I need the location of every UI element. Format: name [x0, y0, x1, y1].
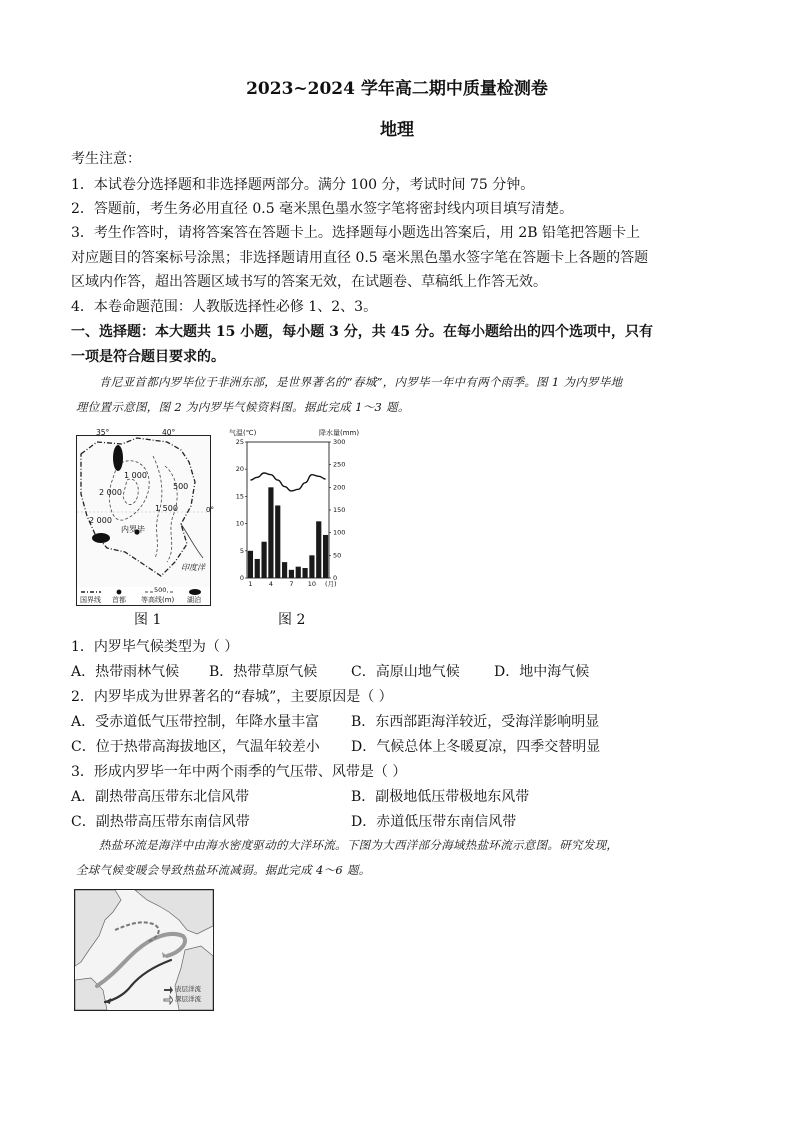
precip-bar-10 — [309, 555, 314, 578]
precip-tick-label-2: 100 — [333, 528, 346, 537]
lake-victoria-icon — [92, 533, 110, 543]
precip-axis-title: 降水量(mm) — [319, 429, 360, 437]
contour-label-1500: 1 500 — [155, 504, 178, 513]
notice-item-2: 2．答题前，考生务必用直径 0.5 毫米黑色墨水签字笔将密封线内项目填写清楚。 — [71, 201, 574, 217]
month-tick-label-4: 4 — [268, 580, 273, 588]
legend-surface-current: 表层洋流 — [175, 985, 201, 993]
notice-item-3-cont: 对应题目的答案标号涂黑；非选择题请用直径 0.5 毫米黑色墨水签字笔在答题卡上各题的答题 — [71, 250, 649, 266]
question-3-option-b[interactable]: B．副极地低压带极地东风带 — [351, 789, 530, 805]
figure-2-chart — [229, 428, 359, 598]
legend-contour-sample: 500 — [154, 586, 167, 594]
figure-3-map — [74, 889, 214, 1011]
current-legend-symbols — [163, 984, 173, 1006]
temp-tick-label-3: 15 — [235, 492, 244, 501]
legend-capital: 首都 — [112, 596, 126, 604]
precip-bar-5 — [275, 505, 280, 578]
contour-label-2000-a: 2 000 — [99, 488, 122, 497]
figure-1-legend — [76, 587, 211, 606]
passage-1-line-2: 理位置示意图，图 2 为内罗毕气候资料图。据此完成 1～3 题。 — [76, 400, 410, 414]
surface-current-icon — [164, 986, 173, 994]
precip-bar-8 — [296, 567, 301, 578]
question-2-option-a[interactable]: A．受赤道低气压带控制，年降水量丰富 — [71, 714, 320, 730]
contour-label-500: 500 — [173, 482, 189, 491]
notice-item-4: 4．本卷命题范围：人教版选择性必修 1、2、3。 — [71, 299, 378, 315]
notice-item-1: 1．本试卷分选择题和非选择题两部分。满分 100 分，考试时间 75 分钟。 — [71, 177, 535, 193]
question-3-stem: 3．形成内罗毕一年中两个雨季的气压带、风带是（ ） — [71, 764, 407, 780]
contour-label-1000: 1 000 — [124, 471, 147, 480]
question-3-option-c[interactable]: C．副热带高压带东南信风带 — [71, 814, 250, 830]
precip-tick-label-4: 200 — [333, 483, 346, 492]
deep-current-path — [105, 960, 171, 1002]
legend-lake: 湖泊 — [187, 596, 201, 604]
notice-item-3: 3．考生作答时，请将答案答在答题卡上。选择题每小题选出答案后，用 2B 铅笔把答题卡上 — [71, 225, 641, 241]
notice-item-3-cont2: 区域内作答，超出答题区域书写的答案无效，在试题卷、草稿纸上作答无效。 — [71, 274, 547, 290]
lat-label: 0° — [206, 506, 214, 514]
section-heading-cont: 一项是符合题目要求的。 — [71, 349, 225, 365]
passage-1-line-1: 肯尼亚首都内罗毕位于非洲东部，是世界著名的“春城”，内罗毕一年中有两个雨季。图 1 为内罗毕地 — [99, 375, 623, 389]
temp-axis-title: 气温(℃) — [229, 429, 257, 437]
question-1-option-c[interactable]: C．高原山地气候 — [351, 664, 460, 680]
temperature-line — [250, 473, 325, 491]
question-1-option-d[interactable]: D．地中海气候 — [494, 664, 590, 680]
legend-contour: 等高线(m) — [141, 596, 175, 604]
precip-bar-12 — [323, 535, 328, 578]
figure-1-map — [76, 435, 214, 589]
month-unit-label: (月) — [325, 580, 337, 588]
figure-2-caption: 图 2 — [278, 612, 306, 628]
legend-deep-current: 深层洋流 — [175, 995, 201, 1003]
legend-border: 国界线 — [80, 596, 101, 604]
deep-current-icon — [164, 996, 173, 1004]
precip-bar-1 — [248, 551, 253, 578]
question-2-option-d[interactable]: D．气候总体上冬暖夏凉，四季交替明显 — [351, 739, 601, 755]
lon-label-40: 40° — [162, 428, 176, 437]
precip-tick-label-3: 150 — [333, 506, 346, 514]
question-3-option-a[interactable]: A．副热带高压带东北信风带 — [71, 789, 250, 805]
precip-tick-label-1: 50 — [333, 551, 342, 560]
temp-tick-label-4: 20 — [235, 465, 244, 474]
question-2-stem: 2．内罗毕成为世界著名的“春城”，主要原因是（ ） — [71, 689, 393, 705]
passage-2-line-1: 热盐环流是海洋中由海水密度驱动的大洋环流。下图为大西洋部分海域热盐环流示意图。研究发现， — [99, 838, 619, 852]
precip-bar-7 — [289, 570, 294, 578]
capital-dot-icon — [117, 590, 122, 595]
temp-tick-label-1: 5 — [239, 546, 244, 555]
precip-bar-2 — [255, 559, 260, 578]
question-2-option-b[interactable]: B．东西部距海洋较近，受海洋影响明显 — [351, 714, 600, 730]
precip-bar-4 — [268, 487, 273, 578]
month-tick-label-10: 10 — [307, 580, 317, 588]
precip-bar-6 — [282, 562, 287, 578]
subject-title: 地理 — [380, 120, 414, 140]
climate-chart-svg — [229, 428, 359, 598]
temp-tick-label-2: 10 — [235, 519, 244, 528]
question-1-option-b[interactable]: B．热带草原气候 — [209, 664, 318, 680]
precip-tick-label-6: 300 — [333, 438, 346, 446]
precip-bar-9 — [302, 568, 307, 578]
month-tick-label-1: 1 — [248, 580, 253, 588]
section-heading: 一、选择题：本大题共 15 小题，每小题 3 分，共 45 分。在每小题给出的四个选项中，只有 — [71, 324, 653, 340]
figure-1-caption: 图 1 — [134, 612, 162, 628]
contour-label-2000-b: 2 000 — [89, 516, 112, 525]
question-3-option-d[interactable]: D．赤道低压带东南信风带 — [351, 814, 517, 830]
city-label: 内罗毕 — [121, 525, 145, 534]
precip-tick-label-5: 250 — [333, 460, 346, 469]
question-1-stem: 1．内罗毕气候类型为（ ） — [71, 639, 239, 655]
temp-tick-label-5: 25 — [235, 438, 244, 446]
lon-label-35: 35° — [96, 428, 110, 437]
month-tick-label-7: 7 — [289, 580, 294, 588]
precip-bar-3 — [261, 542, 266, 578]
precip-bar-11 — [316, 521, 321, 578]
notice-heading: 考生注意： — [71, 151, 141, 167]
lake-turkana-icon — [113, 445, 123, 471]
ocean-label: 印度洋 — [181, 563, 205, 572]
exam-title: 2023~2024 学年高二期中质量检测卷 — [246, 79, 548, 99]
precip-tick-label-0: 0 — [333, 574, 338, 582]
passage-2-line-2: 全球气候变暖会导致热盐环流减弱。据此完成 4～6 题。 — [76, 863, 371, 877]
question-2-option-c[interactable]: C．位于热带高海拔地区，气温年较差小 — [71, 739, 320, 755]
temp-tick-label-0: 0 — [239, 574, 244, 582]
question-1-option-a[interactable]: A．热带雨林气候 — [71, 664, 180, 680]
